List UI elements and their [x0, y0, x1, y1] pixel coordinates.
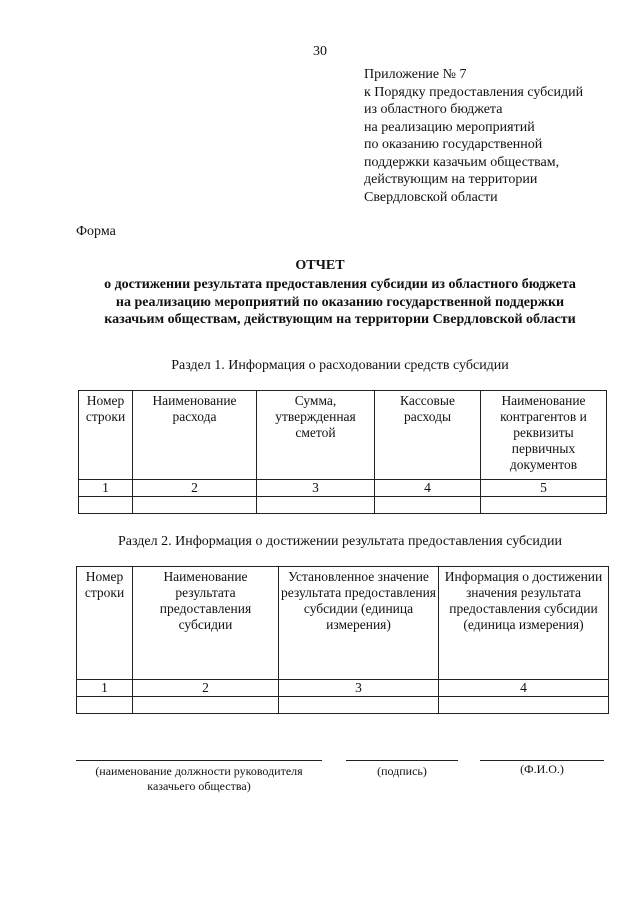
column-number: 5: [481, 480, 607, 497]
table-cell: [439, 697, 609, 714]
position-signature-line: [76, 760, 322, 761]
table-header-row: [79, 391, 607, 480]
appendix-line: действующим на территории: [364, 172, 538, 187]
column-number: 3: [279, 680, 439, 697]
form-label: Форма: [76, 224, 116, 239]
table-cell: [133, 697, 279, 714]
report-title: ОТЧЕТ: [295, 258, 345, 273]
appendix-line: из областного бюджета: [364, 102, 503, 117]
column-header: Номер строки: [79, 391, 133, 480]
report-subtitle: [40, 276, 640, 329]
column-number: 4: [375, 480, 481, 497]
column-number: 3: [257, 480, 375, 497]
column-header: Сумма, утвержденная сметой: [257, 391, 375, 480]
name-caption: (Ф.И.О.): [520, 762, 564, 776]
appendix-line: к Порядку предоставления субсидий: [364, 84, 584, 100]
column-number-row: [77, 680, 609, 697]
column-number-row: [79, 480, 607, 497]
table-row: [79, 497, 607, 514]
column-header: Наименование контрагентов и реквизиты первичных документов: [481, 391, 607, 480]
report-subtitle-line: о достижении результата предоставления субсидии из областного бюджета: [104, 277, 576, 292]
signature-caption: (подпись): [377, 764, 427, 778]
column-number: 2: [133, 680, 279, 697]
position-caption: (наименование должности руководителя казачьего общества): [95, 764, 303, 793]
results-table: [76, 566, 609, 714]
table-header-row: [77, 567, 609, 680]
table-cell: [257, 497, 375, 514]
table-cell: [77, 697, 133, 714]
column-number: 2: [133, 480, 257, 497]
signature-line: [346, 760, 458, 761]
column-header: Кассовые расходы: [375, 391, 481, 480]
table-cell: [375, 497, 481, 514]
table-cell: [279, 697, 439, 714]
column-header: Наименование результата предоставления субсидии: [133, 567, 279, 680]
report-subtitle-line: на реализацию мероприятий по оказанию государственной поддержки: [115, 294, 565, 310]
appendix-line: Свердловской области: [364, 189, 498, 205]
column-number: 1: [77, 680, 133, 697]
appendix-line: на реализацию мероприятий: [364, 119, 535, 135]
table-cell: [133, 497, 257, 514]
section2-title: Раздел 2. Информация о достижении результата предоставления субсидии: [118, 534, 562, 549]
page-number: 30: [313, 44, 327, 59]
column-header: Установленное значение результата предоставления субсидии (единица измерения): [279, 567, 439, 680]
column-header: Наименование расхода: [133, 391, 257, 480]
column-number: 1: [79, 480, 133, 497]
appendix-line: Приложение № 7: [364, 67, 467, 82]
section1-title: Раздел 1. Информация о расходовании средств субсидии: [171, 358, 509, 373]
table-cell: [79, 497, 133, 514]
name-signature-line: [480, 760, 604, 761]
table-cell: [481, 497, 607, 514]
column-number: 4: [439, 680, 609, 697]
expenses-table: [78, 390, 607, 514]
appendix-line: по оказанию государственной: [364, 137, 543, 152]
appendix-note: [364, 66, 583, 206]
appendix-line: поддержки казачьим обществам,: [364, 154, 560, 170]
column-header: Номер строки: [77, 567, 133, 680]
report-subtitle-line: казачьим обществам, действующим на территории Свердловской области: [104, 312, 576, 327]
table-row: [77, 697, 609, 714]
column-header: Информация о достижении значения результата предоставления субсидии (единица измерения): [439, 567, 609, 680]
